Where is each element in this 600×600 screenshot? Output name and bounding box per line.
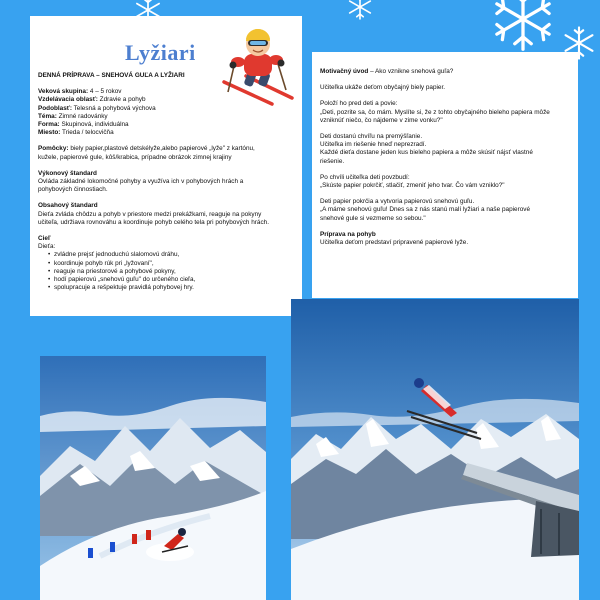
content-standard-text: Dieťa zvláda chôdzu a pohyb v priestore medzi prekážkami, reaguje na pokyny učiteľa, udržiava rovnováhu a koordinuje pohyb celého tela pri pohybových hrách. (38, 210, 270, 226)
ski-jumper-photo (291, 299, 579, 600)
paragraph: Učiteľka ukáže deťom obyčajný biely papier. (320, 84, 446, 92)
list-item: • reaguje na priestorové a pohybové pokyny, (48, 268, 294, 276)
info-row: Forma: Skupinová, individuálna (38, 121, 129, 129)
paragraph: Po chvíli učiteľka deti povzbudí: „Skúste papier pokrčiť, stlačiť, zmeniť jeho tvar. Čo vám vzniklo?" (320, 173, 505, 190)
snowflake-icon (490, 0, 556, 52)
left-page (30, 16, 302, 316)
list-item: • zvládne prejsť jednoduchú slalomovú dráhu, (48, 251, 294, 259)
goal-intro: Dieťa: (38, 243, 56, 251)
list-item: • koordinuje pohyb rúk pri „lyžovaní", (48, 260, 294, 268)
content-standard-heading: Obsahový štandard (38, 202, 98, 210)
aids-paragraph: Pomôcky: biely papier,plastové detskélyže,alebo papierové „lyže" z kartónu, kužele, papierové gule, kôš/krabica, prípadne obrázok zimnej krajiny (38, 145, 255, 161)
preparation-heading: Príprava na pohyb (320, 230, 376, 238)
info-list (38, 88, 294, 137)
info-row: Vzdelávacia oblasť: Zdravie a pohyb (38, 96, 146, 104)
paragraph: Deti papier pokrčia a vytvoria papierovú snehovú guľu. „A máme snehovú guľu! Dnes sa z nás stanú malí lyžiari a naše papierové snehové gule si vezmeme so sebou." (320, 198, 531, 222)
snowflake-icon (340, 0, 380, 20)
goal-heading: Cieľ (38, 235, 51, 243)
info-row: Miesto: Trieda / telocvičňa (38, 129, 114, 137)
paragraph: Položí ho pred deti a povie: „Deti, pozrite sa, čo mám. Myslíte si, že z tohto obyčajného bieleho papiera môže vzniknúť niečo, čo nájdeme v zime vonku?" (320, 100, 550, 124)
output-standard-heading: Výkonový štandard (38, 169, 97, 177)
subtitle: DENNÁ PRÍPRAVA – SNEHOVÁ GUĽA A LYŽIARI (38, 72, 185, 79)
info-row: Podoblasť: Telesná a pohybová výchova (38, 104, 156, 112)
goal-list (48, 251, 294, 292)
right-page (312, 52, 578, 298)
motivation-heading: Motivačný úvod – Ako vznikne snehová guľa? (320, 68, 454, 75)
page-title: Lyžiari (125, 40, 196, 65)
slalom-skier-photo (40, 356, 266, 600)
paragraph: Deti dostanú chvíľu na premýšľanie. Učiteľka im riešenie hneď neprezradí. Každé dieťa dostane jeden kus bieleho papiera a môže skúsiť nájsť vlastné riešenie. (320, 133, 533, 165)
info-row: Veková skupina: 4 – 5 rokov (38, 88, 122, 96)
info-row: Téma: Zimné radovánky (38, 112, 108, 120)
list-item: • hodí papierovú „snehovú guľu" do určeného cieľa, (48, 276, 294, 284)
list-item: • spolupracuje a rešpektuje pravidlá pohybovej hry. (48, 284, 294, 292)
output-standard-text: Ovláda základné lokomočné pohyby a využíva ich v pohybových hrách a pohybových činnostiach. (38, 178, 244, 194)
paragraph: Učiteľka deťom predstaví pripravené papierové lyže. (320, 239, 469, 247)
